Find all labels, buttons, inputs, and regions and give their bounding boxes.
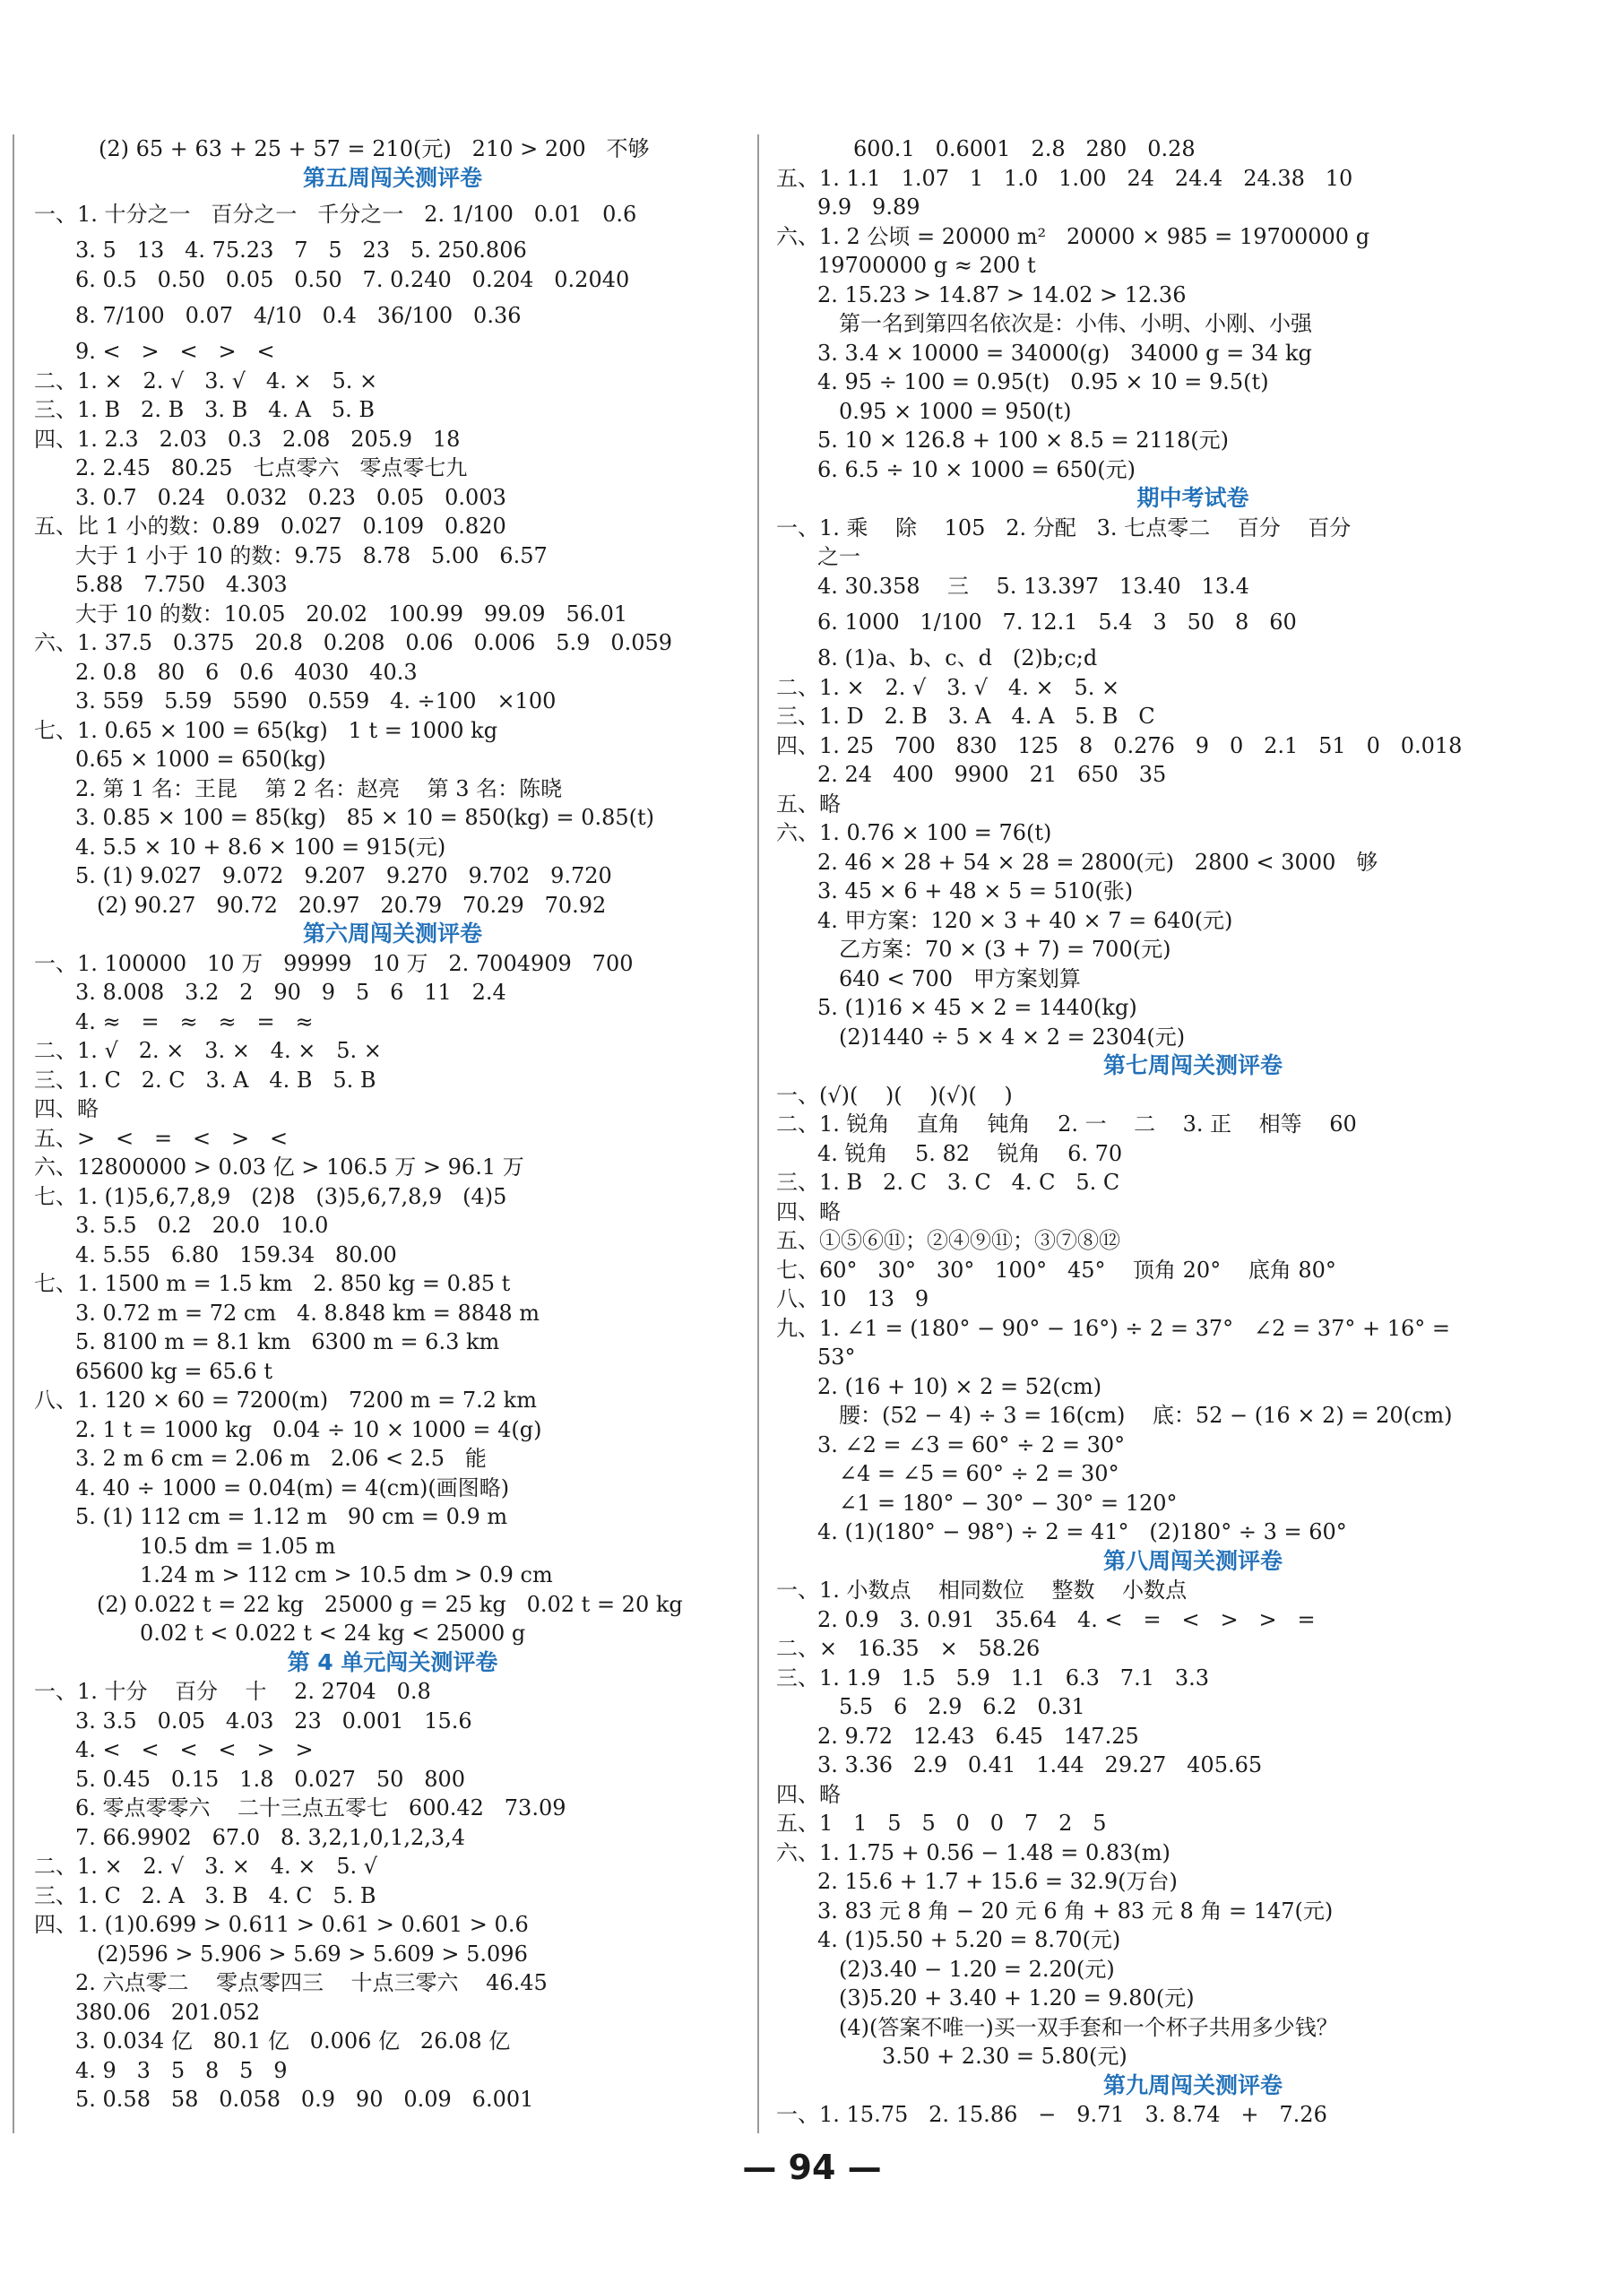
answer-line: 9. < > < > <	[75, 339, 275, 364]
answer-line: 三、1. B 2. C 3. C 4. C 5. C	[776, 1170, 1120, 1195]
answer-line: 三、1. D 2. B 3. A 4. A 5. B C	[776, 704, 1155, 729]
answer-line: 七、60° 30° 30° 100° 45° 顶角 20° 底角 80°	[776, 1257, 1336, 1283]
answer-line: 六、1. 0.76 × 100 = 76(t)	[776, 820, 1052, 845]
answer-line: 3. 0.034 亿 80.1 亿 0.006 亿 26.08 亿	[75, 2028, 511, 2054]
answer-line: (2)3.40 − 1.20 = 2.20(元)	[839, 1956, 1115, 1982]
answer-line: 6. 0.5 0.50 0.05 0.50 7. 0.240 0.204 0.2040	[75, 266, 630, 292]
section-heading: 第 4 单元闯关测评卷	[287, 1648, 498, 1675]
answer-line: 6. 1000 1/100 7. 12.1 5.4 3 50 8 60	[817, 610, 1297, 635]
answer-line: 2. 9.72 12.43 6.45 147.25	[817, 1723, 1139, 1749]
answer-line: 3. 45 × 6 + 48 × 5 = 510(张)	[817, 878, 1134, 904]
answer-line: 四、1. 25 700 830 125 8 0.276 9 0 2.1 51 0 0.018	[776, 732, 1463, 758]
answer-line: 六、1. 37.5 0.375 20.8 0.208 0.06 0.006 5.9 0.059	[34, 630, 673, 655]
answer-line: 二、1. × 2. √ 3. √ 4. × 5. ×	[776, 674, 1120, 700]
answer-line: 6. 6.5 ÷ 10 × 1000 = 650(元)	[817, 456, 1136, 482]
answer-line: 七、1. 0.65 × 100 = 65(kg) 1 t = 1000 kg	[34, 717, 498, 743]
answer-line: 大于 10 的数：10.05 20.02 100.99 99.09 56.01	[75, 601, 628, 627]
answer-line: 第一名到第四名依次是：小伟、小明、小刚、小强	[839, 311, 1312, 336]
answer-line: 2. 46 × 28 + 54 × 28 = 2800(元) 2800 < 3000 够	[817, 849, 1378, 875]
answer-line: 4. 95 ÷ 100 = 0.95(t) 0.95 × 10 = 9.5(t)	[817, 369, 1269, 394]
answer-line: 4. 9 3 5 8 5 9	[75, 2057, 288, 2083]
answer-line: 4. < < < < > >	[75, 1737, 314, 1762]
answer-line: 5.5 6 2.9 6.2 0.31	[839, 1694, 1085, 1719]
left-margin-rule	[13, 134, 14, 2133]
answer-line: 5. 10 × 126.8 + 100 × 8.5 = 2118(元)	[817, 428, 1230, 453]
answer-line: 3. 3.5 0.05 4.03 23 0.001 15.6	[75, 1708, 472, 1734]
answer-line: 2. 六点零二 零点零四三 十点三零六 46.45	[75, 1970, 548, 1995]
answer-line: 四、略	[776, 1198, 841, 1224]
answer-line: 一、1. 15.75 2. 15.86 − 9.71 3. 8.74 + 7.26	[776, 2102, 1327, 2127]
answer-line: 2. 15.6 + 1.7 + 15.6 = 32.9(万台)	[817, 1869, 1178, 1894]
answer-line: 2. 0.8 80 6 0.6 4030 40.3	[75, 659, 418, 685]
answer-line: 0.95 × 1000 = 950(t)	[839, 398, 1072, 424]
answer-line: 九、1. ∠1 = (180° − 90° − 16°) ÷ 2 = 37° ∠2 = 37° + 16° =	[776, 1315, 1450, 1341]
answer-line: 乙方案：70 × (3 + 7) = 700(元)	[839, 937, 1171, 962]
answer-line: 2. 15.23 > 14.87 > 14.02 > 12.36	[817, 281, 1187, 307]
right-column	[776, 134, 1610, 2130]
answer-line: 二、1. × 2. √ 3. √ 4. × 5. ×	[34, 368, 378, 393]
answer-line: (2) 0.022 t = 22 kg 25000 g = 25 kg 0.02 t = 20 kg	[97, 1591, 683, 1617]
answer-line: (2)596 > 5.906 > 5.69 > 5.609 > 5.096	[97, 1941, 528, 1967]
column-divider	[757, 134, 759, 2133]
answer-line: 一、(√)( )( )(√)( )	[776, 1082, 1013, 1108]
answer-line: 六、1. 2 公顷 = 20000 m² 20000 × 985 = 19700000 g	[776, 223, 1370, 249]
answer-line: 2. (16 + 10) × 2 = 52(cm)	[817, 1373, 1102, 1399]
answer-line: 2. 24 400 9900 21 650 35	[817, 762, 1167, 787]
answer-line: 4. 5.55 6.80 159.34 80.00	[75, 1241, 397, 1267]
section-heading: 第六周闯关测评卷	[302, 921, 482, 947]
answer-line: 二、1. 锐角 直角 钝角 2. 一 二 3. 正 相等 60	[776, 1111, 1357, 1137]
answer-line: 4. 30.358 三 5. 13.397 13.40 13.4	[817, 573, 1249, 599]
answer-line: 八、10 13 9	[776, 1286, 929, 1311]
answer-line: 五、1. 1.1 1.07 1 1.0 1.00 24 24.4 24.38 10	[776, 165, 1353, 191]
answer-line: 5.88 7.750 4.303	[75, 572, 288, 597]
answer-line: 二、× 16.35 × 58.26	[776, 1636, 1041, 1661]
answer-line: 2. 第 1 名：王昆 第 2 名：赵亮 第 3 名：陈晓	[75, 775, 563, 801]
answer-line: 7. 66.9902 67.0 8. 3,2,1,0,1,2,3,4	[75, 1824, 466, 1850]
answer-line: 8. 7/100 0.07 4/10 0.4 36/100 0.36	[75, 303, 522, 328]
answer-line: 600.1 0.6001 2.8 280 0.28	[853, 136, 1196, 161]
answer-line: 3.50 + 2.30 = 5.80(元)	[882, 2044, 1127, 2069]
answer-line: 5. 0.45 0.15 1.8 0.027 50 800	[75, 1766, 466, 1792]
answer-line: 65600 kg = 65.6 t	[75, 1358, 272, 1384]
answer-line: 5. (1) 9.027 9.072 9.207 9.270 9.702 9.720	[75, 863, 612, 888]
answer-line: 三、1. C 2. C 3. A 4. B 5. B	[34, 1067, 376, 1093]
left-column	[34, 134, 751, 2114]
answer-line: 2. 2.45 80.25 七点零六 零点零七九	[75, 455, 468, 480]
answer-line: 六、12800000 > 0.03 亿 > 106.5 万 > 96.1 万	[34, 1154, 524, 1180]
answer-line: (2) 65 + 63 + 25 + 57 = 210(元) 210 > 200 不够	[99, 136, 650, 161]
answer-line: 二、1. √ 2. × 3. × 4. × 5. ×	[34, 1038, 382, 1063]
answer-line: 3. 8.008 3.2 2 90 9 5 6 11 2.4	[75, 980, 506, 1005]
answer-line: 一、1. 十分之一 百分之一 千分之一 2. 1/100 0.01 0.6	[34, 202, 637, 227]
section-heading: 第五周闯关测评卷	[302, 164, 482, 191]
answer-line: 一、1. 乘 除 105 2. 分配 3. 七点零二 百分 百分	[776, 515, 1352, 540]
answer-line: 3. 3.36 2.9 0.41 1.44 29.27 405.65	[817, 1752, 1263, 1777]
section-heading: 第九周闯关测评卷	[1102, 2071, 1283, 2098]
answer-line: 4. 40 ÷ 1000 = 0.04(m) = 4(cm)(画图略)	[75, 1474, 510, 1500]
answer-line: 0.02 t < 0.022 t < 24 kg < 25000 g	[140, 1621, 526, 1646]
answer-line: 3. ∠2 = ∠3 = 60° ÷ 2 = 30°	[817, 1431, 1126, 1457]
answer-line: 3. 5.5 0.2 20.0 10.0	[75, 1213, 329, 1238]
answer-line: (4)(答案不唯一)买一双手套和一个杯子共用多少钱？	[839, 2014, 1338, 2040]
answer-line: (2)1440 ÷ 5 × 4 × 2 = 2304(元)	[839, 1024, 1186, 1050]
answer-line: 一、1. 100000 10 万 99999 10 万 2. 7004909 700	[34, 950, 634, 976]
answer-line: 五、①⑤⑥⑪；②④⑨⑪；③⑦⑧⑫	[776, 1228, 1120, 1253]
answer-line: 七、1. (1)5,6,7,8,9 (2)8 (3)5,6,7,8,9 (4)5	[34, 1183, 507, 1209]
answer-line: 0.65 × 1000 = 650(kg)	[75, 747, 326, 772]
answer-line: 53°	[817, 1345, 856, 1370]
answer-line: 6. 零点零零六 二十三点五零七 600.42 73.09	[75, 1795, 566, 1820]
answer-line: 四、略	[776, 1781, 841, 1807]
answer-line: 3. 0.85 × 100 = 85(kg) 85 × 10 = 850(kg) = 0.85(t)	[75, 805, 654, 830]
answer-line: 4. (1)(180° − 98°) ÷ 2 = 41° (2)180° ÷ 3 = 60°	[817, 1519, 1347, 1544]
answer-line: 5. 8100 m = 8.1 km 6300 m = 6.3 km	[75, 1329, 500, 1354]
answer-line: 四、1. 2.3 2.03 0.3 2.08 205.9 18	[34, 426, 461, 452]
answer-line: 3. 559 5.59 5590 0.559 4. ÷100 ×100	[75, 688, 557, 713]
answer-line: 四、1. (1)0.699 > 0.611 > 0.61 > 0.601 > 0.6	[34, 1912, 529, 1937]
answer-line: 5. (1) 112 cm = 1.12 m 90 cm = 0.9 m	[75, 1504, 508, 1529]
answer-line: 三、1. 1.9 1.5 5.9 1.1 6.3 7.1 3.3	[776, 1665, 1210, 1691]
answer-line: 3. 3.4 × 10000 = 34000(g) 34000 g = 34 kg	[817, 340, 1312, 366]
answer-line: ∠4 = ∠5 = 60° ÷ 2 = 30°	[839, 1461, 1119, 1486]
answer-line: 五、略	[776, 791, 841, 817]
answer-line: 三、1. B 2. B 3. B 4. A 5. B	[34, 397, 376, 422]
answer-line: 640 < 700 甲方案划算	[839, 965, 1081, 991]
answer-line: 1.24 m > 112 cm > 10.5 dm > 0.9 cm	[140, 1562, 553, 1587]
answer-line: 一、1. 十分 百分 十 2. 2704 0.8	[34, 1679, 431, 1704]
page-number: — 94 —	[742, 2148, 882, 2187]
answer-line: 4. 甲方案：120 × 3 + 40 × 7 = 640(元)	[817, 907, 1233, 933]
answer-line: 3. 5 13 4. 75.23 7 5 23 5. 250.806	[75, 238, 527, 263]
answer-line: 三、1. C 2. A 3. B 4. C 5. B	[34, 1882, 376, 1908]
answer-line: 5. (1)16 × 45 × 2 = 1440(kg)	[817, 995, 1137, 1020]
answer-line: 腰：(52 − 4) ÷ 3 = 16(cm) 底：52 − (16 × 2) = 20(cm)	[839, 1403, 1453, 1428]
answer-line: 3. 2 m 6 cm = 2.06 m 2.06 < 2.5 能	[75, 1446, 487, 1471]
answer-line: 3. 0.7 0.24 0.032 0.23 0.05 0.003	[75, 484, 506, 510]
answer-line: 一、1. 小数点 相同数位 整数 小数点	[776, 1578, 1188, 1603]
answer-line: 3. 0.72 m = 72 cm 4. 8.848 km = 8848 m	[75, 1300, 540, 1326]
answer-line: 八、1. 120 × 60 = 7200(m) 7200 m = 7.2 km	[34, 1388, 537, 1413]
answer-line: 5. 0.58 58 0.058 0.9 90 0.09 6.001	[75, 2087, 534, 2112]
answer-line: (3)5.20 + 3.40 + 1.20 = 9.80(元)	[839, 1985, 1195, 2011]
answer-line: 4. 5.5 × 10 + 8.6 × 100 = 915(元)	[75, 834, 446, 860]
answer-line: 2. 1 t = 1000 kg 0.04 ÷ 10 × 1000 = 4(g)	[75, 1416, 542, 1442]
section-heading: 第八周闯关测评卷	[1102, 1547, 1283, 1574]
answer-line: 9.9 9.89	[817, 195, 920, 220]
answer-line: 六、1. 1.75 + 0.56 − 1.48 = 0.83(m)	[776, 1839, 1170, 1865]
section-heading: 期中考试卷	[1136, 485, 1249, 511]
answer-line: 五、> < = < > <	[34, 1125, 289, 1151]
answer-line: 10.5 dm = 1.05 m	[140, 1533, 336, 1559]
answer-line: 380.06 201.052	[75, 1999, 261, 2025]
answer-line: 大于 1 小于 10 的数：9.75 8.78 5.00 6.57	[75, 542, 548, 568]
answer-line: 之一	[817, 544, 860, 569]
answer-line: (2) 90.27 90.72 20.97 20.79 70.29 70.92	[97, 892, 607, 918]
section-heading: 第七周闯关测评卷	[1102, 1052, 1283, 1078]
answer-line: 七、1. 1500 m = 1.5 km 2. 850 kg = 0.85 t	[34, 1271, 511, 1296]
answer-line: 五、1 1 5 5 0 0 7 2 5	[776, 1811, 1107, 1836]
answer-line: 4. (1)5.50 + 5.20 = 8.70(元)	[817, 1927, 1121, 1952]
answer-line: 8. (1)a、b、c、d (2)b;c;d	[817, 645, 1098, 670]
answer-line: 2. 0.9 3. 0.91 35.64 4. < = < > > =	[817, 1606, 1316, 1632]
answer-line: ∠1 = 180° − 30° − 30° = 120°	[839, 1490, 1178, 1516]
answer-line: 二、1. × 2. √ 3. × 4. × 5. √	[34, 1854, 378, 1879]
answer-line: 4. ≈ = ≈ ≈ = ≈	[75, 1008, 314, 1034]
answer-line: 4. 锐角 5. 82 锐角 6. 70	[817, 1140, 1123, 1166]
answer-line: 四、略	[34, 1096, 99, 1121]
answer-line: 19700000 g ≈ 200 t	[817, 253, 1036, 278]
answer-line: 五、比 1 小的数：0.89 0.027 0.109 0.820	[34, 514, 506, 539]
answer-line: 3. 83 元 8 角 − 20 元 6 角 + 83 元 8 角 = 147(元)	[817, 1898, 1334, 1924]
